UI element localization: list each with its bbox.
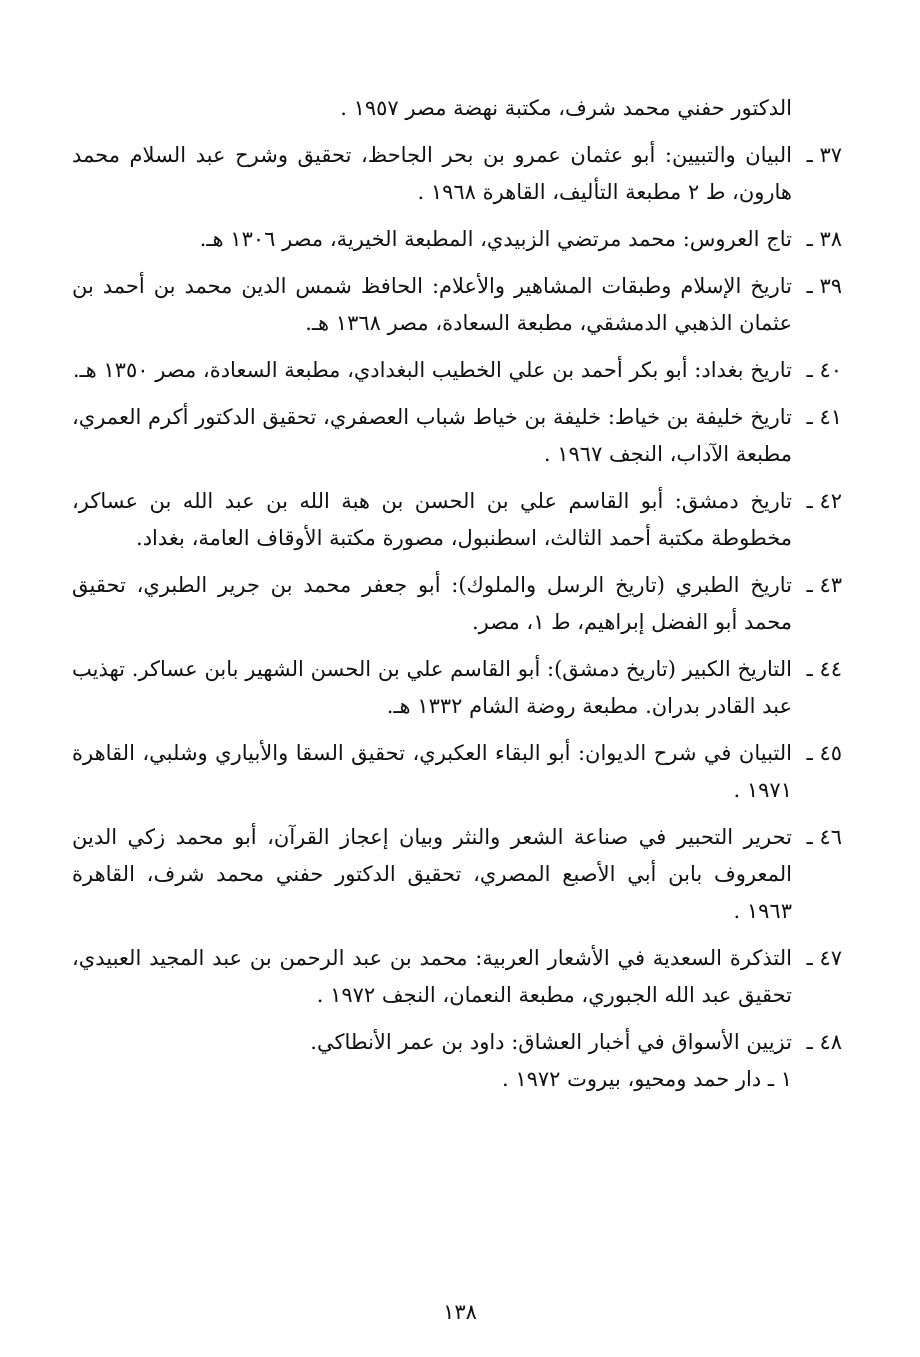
entry-number: ٤١ ـ [806,405,842,429]
entry-number: ٤٠ ـ [806,358,842,382]
bib-entry-48 [72,1024,842,1098]
entry-text: التذكرة السعدية في الأشعار العربية: محمد بن عبد الرحمن بن عبد المجيد العبيدي، تحقيق عبد الله الجبوري، مطبعة النعمان، النجف ١٩٧٢ . [72,946,792,1007]
entry-sub-edition: ١ ـ دار حمد ومحيو، بيروت ١٩٧٢ . [501,1067,792,1091]
bib-entry-38 [72,221,842,258]
entry-text: تحرير التحبير في صناعة الشعر والنثر وبيان إعجاز القرآن، أبو محمد زكي الدين المعروف بابن أبي الأصبع المصري، تحقيق الدكتور حفني محمد شرف، القاهرة ١٩٦٣ . [72,825,792,923]
entry-text: تاريخ بغداد: أبو بكر أحمد بن علي الخطيب البغدادي، مطبعة السعادة، مصر ١٣٥٠ هـ. [72,358,792,382]
entry-text: التبيان في شرح الديوان: أبو البقاء العكبري، تحقيق السقا والأبياري وشلبي، القاهرة ١٩٧١ . [72,741,792,802]
bib-entry-42 [72,483,842,557]
bib-entry-47 [72,940,842,1014]
entry-number: ٤٣ ـ [806,573,842,597]
continuation-line: الدكتور حفني محمد شرف، مكتبة نهضة مصر ١٩٥٧ . [340,96,792,120]
entry-number: ٤٧ ـ [806,946,842,970]
entry-text: تاريخ الطبري (تاريخ الرسل والملوك): أبو جعفر محمد بن جرير الطبري، تحقيق محمد أبو الفضل إبراهيم، ط ١، مصر. [72,573,792,634]
bib-entry-44 [72,651,842,725]
bib-entry-43 [72,567,842,641]
bib-entry-39 [72,268,842,342]
entry-text: تزيين الأسواق في أخبار العشاق: داود بن عمر الأنطاكي. [310,1030,792,1054]
entry-number: ٤٨ ـ [806,1030,842,1054]
entry-number: ٤٤ ـ [806,657,842,681]
entry-text: تاج العروس: محمد مرتضي الزبيدي، المطبعة الخيرية، مصر ١٣٠٦ هـ. [199,227,792,251]
page-number: ١٣٨ [443,1300,477,1324]
entry-text: تاريخ خليفة بن خياط: خليفة بن خياط شباب العصفري، تحقيق الدكتور أكرم العمري، مطبعة الآداب، النجف ١٩٦٧ . [72,405,792,466]
bib-entry-46 [72,819,842,930]
bib-entry-45 [72,735,842,809]
bib-entry-37 [72,137,842,211]
entry-text: البيان والتبيين: أبو عثمان عمرو بن بحر الجاحظ، تحقيق وشرح عبد السلام محمد هارون، ط ٢ مطبعة التأليف، القاهرة ١٩٦٨ . [72,143,792,204]
entry-number: ٤٥ ـ [806,741,842,765]
entry-number: ٣٨ ـ [806,227,842,251]
entry-text: تاريخ الإسلام وطبقات المشاهير والأعلام: الحافظ شمس الدين محمد بن أحمد بن عثمان الذهبي الدمشقي، مطبعة السعادة، مصر ١٣٦٨ هـ. [72,274,792,335]
page-body [72,90,842,1108]
entry-number: ٣٧ ـ [806,143,842,167]
bib-entry-41 [72,399,842,473]
entry-number: ٤٦ ـ [806,825,842,849]
bib-entry-40 [72,352,842,389]
entry-text: التاريخ الكبير (تاريخ دمشق): أبو القاسم علي بن الحسن الشهير بابن عساكر. تهذيب عبد القادر بدران. مطبعة روضة الشام ١٣٣٢ هـ. [72,657,792,718]
entry-text: تاريخ دمشق: أبو القاسم علي بن الحسن بن هبة الله بن عبد الله بن عساكر، مخطوطة مكتبة أحمد الثالث، اسطنبول، مصورة مكتبة الأوقاف العامة، بغداد. [72,489,792,550]
entry-number: ٤٢ ـ [806,489,842,513]
entry-number: ٣٩ ـ [806,274,842,298]
